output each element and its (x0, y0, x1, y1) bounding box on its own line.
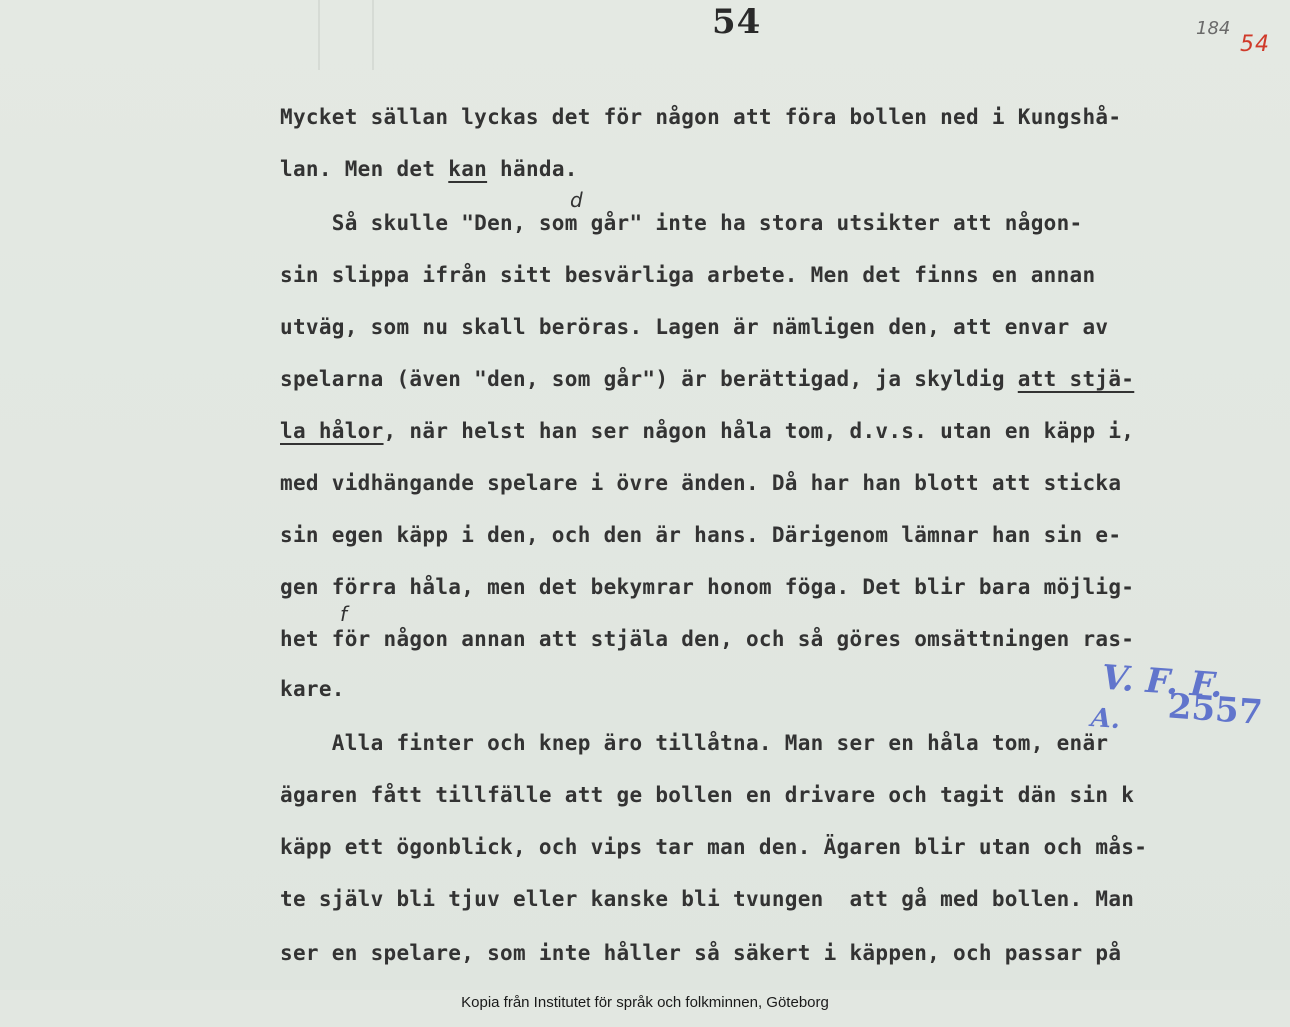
text-line: Alla finter och knep äro tillåtna. Man ser en håla tom, enär (280, 731, 1109, 755)
bleed-through-mark (318, 0, 374, 70)
text-line: sin egen käpp i den, och den är hans. Därigenom lämnar han sin e- (280, 523, 1122, 547)
text-line: het för någon annan att stjäla den, och så göres omsättningen ras- (280, 627, 1135, 651)
red-page-number: 54 (1240, 32, 1270, 57)
footer-caption: Kopia från Institutet för språk och folkminnen, Göteborg (461, 994, 829, 1011)
stamp-text: V. F. F. (1100, 657, 1224, 707)
text-span: lan. Men det (280, 157, 449, 181)
text-line: te själv bli tjuv eller kanske bli tvungen att gå med bollen. Man (280, 887, 1135, 911)
text-line (280, 366, 1134, 392)
text-line (280, 156, 578, 182)
text-span: , när helst han ser någon håla tom, d.v.s. utan en käpp i, (383, 419, 1135, 443)
text-span: hända. (487, 157, 578, 181)
text-line: kare. (280, 677, 345, 701)
text-line: med vidhängande spelare i övre änden. Då har han blott att sticka (280, 471, 1122, 495)
underlined-text: la hålor (280, 419, 384, 443)
text-span: spelarna (även "den, som går") är berättigad, ja skyldig (280, 367, 1018, 391)
text-line: ser en spelare, som inte håller så säkert i käppen, och passar på (280, 941, 1122, 965)
stamp-text: A. (1089, 703, 1122, 736)
stamp-number: 2557 (1166, 686, 1264, 733)
page-number: 54 (712, 2, 762, 42)
underlined-text: att stjä- (1017, 367, 1135, 391)
text-line: käpp ett ögonblick, och vips tar man den. Ägaren blir utan och mås- (280, 835, 1148, 859)
underlined-text: kan (448, 157, 488, 181)
handwritten-correction: f (340, 602, 348, 626)
text-line: Mycket sällan lyckas det för någon att föra bollen ned i Kungshå- (280, 105, 1122, 129)
text-line (280, 418, 1134, 444)
text-line: Så skulle "Den, som går" inte ha stora utsikter att någon- (280, 211, 1083, 235)
archive-stamp (1089, 657, 1290, 757)
text-line: sin slippa ifrån sitt besvärliga arbete. Men det finns en annan (280, 263, 1096, 287)
text-line: gen förra håla, men det bekymrar honom föga. Det blir bara möjlig- (280, 575, 1135, 599)
text-line: utväg, som nu skall beröras. Lagen är nämligen den, att envar av (280, 315, 1109, 339)
handwritten-correction: d (570, 188, 583, 212)
archive-number: 184 (1196, 18, 1231, 39)
text-line: ägaren fått tillfälle att ge bollen en drivare och tagit dän sin k (280, 783, 1135, 807)
